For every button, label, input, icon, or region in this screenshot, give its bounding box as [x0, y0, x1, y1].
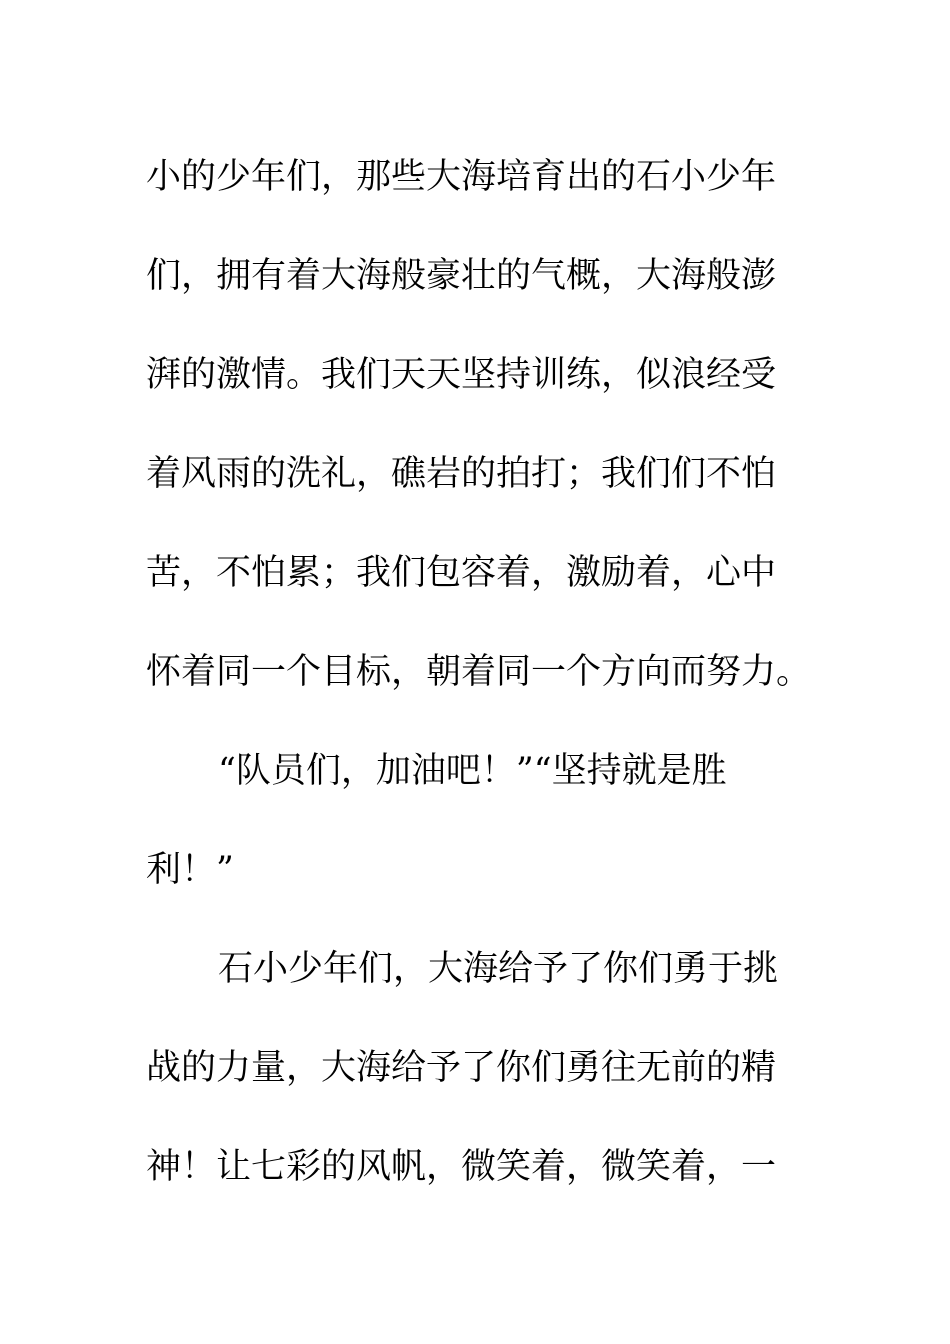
text-line: 们，拥有着大海般豪壮的气概，大海般澎	[146, 256, 777, 296]
body-text	[146, 128, 812, 1217]
text-line: 怀着同一个目标，朝着同一个方向而努力。	[146, 652, 812, 692]
text-line: 苦，不怕累；我们包容着，激励着，心中	[146, 553, 777, 593]
text-line: 神！让七彩的风帆，微笑着，微笑着，一	[146, 1147, 777, 1187]
paragraph-start-line: “队员们，加油吧！”“坚持就是胜	[218, 751, 727, 791]
text-line: 战的力量，大海给予了你们勇往无前的精	[146, 1048, 777, 1088]
text-line: 着风雨的洗礼，礁岩的拍打；我们们不怕	[146, 454, 777, 494]
text-line: 湃的激情。我们天天坚持训练，似浪经受	[146, 355, 777, 395]
text-line: 小的少年们，那些大海培育出的石小少年	[146, 157, 777, 197]
paragraph-start-line: 石小少年们，大海给予了你们勇于挑	[218, 949, 779, 989]
text-line: 利！”	[146, 850, 234, 890]
